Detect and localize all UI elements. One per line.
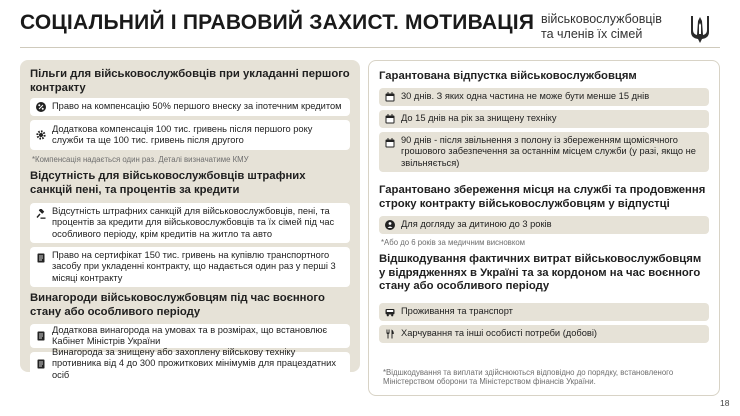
benefit-text: Додаткова компенсація 100 тис. гривень після першого року служби та ще 100 тис. гривень після другого [52,123,313,145]
section-title-no-penalties: Відсутність для військовослужбовців штрафних санкцій пені, та процентів за кредити [30,170,306,196]
document-icon [36,331,46,341]
subtitle-line-2: та членів їх сімей [541,27,643,41]
benefit-card-compensation [30,120,350,150]
leave-card-15-days [379,110,709,128]
trident-emblem-icon [688,14,712,44]
meal-icon [385,329,395,339]
section-title-first-contract-benefits: Пільги для військовослужбовців при укладанні першого контракту [30,68,350,94]
section-title-job-retention: Гарантовано збереження місця на службі та продовження строку контракту військовослужбовцям у відпустці [379,184,706,210]
leave-text: 30 днів. З яких одна частина не може бути менше 15 днів [401,91,650,102]
reward-card-additional [30,324,350,348]
page-title: СОЦІАЛЬНИЙ І ПРАВОВИЙ ЗАХИСТ. МОТИВАЦІЯ [20,11,535,34]
reimbursement-text: Харчування та інші особисті потреби (добові) [401,328,597,339]
gear-money-icon [36,130,46,140]
subtitle-line-1: військовослужбовців [541,12,662,26]
childcare-icon [385,220,395,230]
footnote-reimbursement: *Відшкодування та виплати здійснюються відповідно до порядку, встановленого Міністерством оборони та Міністерством фінансів України. [383,368,674,387]
penalty-text: Право на сертифікат 150 тис. гривень на купівлю транспортного засобу при укладенні контракту, що надається один раз у перші 3 місяці контракту [52,250,336,283]
retention-card-childcare [379,216,709,234]
section-title-guaranteed-leave: Гарантована відпустка військовослужбовцям [379,70,637,82]
reimbursement-card-lodging [379,303,709,321]
page-subtitle [541,12,662,42]
percent-icon [36,102,46,112]
reward-text: Винагорода за знищену або захоплену військову техніку противника від 4 до 300 прожиткових мінімумів для працездатних осіб [52,347,336,380]
reward-text: Додаткова винагорода на умовах та в розмірах, що встановлює Кабінет Міністрів України [52,324,328,346]
benefit-text: Право на компенсацію 50% першого внеску за іпотечним кредитом [52,101,342,112]
penalty-text: Відсутність штрафних санкцій для військовослужбовців, пені, та процентів за кредити для військовослужбовців та їх сімей під час особливого періоду, крім кредитів на житло та авто [52,206,335,239]
page-number: 18 [720,398,730,408]
footnote-medical: *Або до 6 років за медичним висновком [381,238,526,247]
leave-text: До 15 днів на рік за знищену техніку [401,113,557,124]
reimbursement-text: Проживання та транспорт [401,306,513,317]
reward-card-destroyed-equipment [30,347,350,380]
left-panel [20,60,360,380]
penalty-card-exemption [30,203,350,243]
right-panel [368,60,720,396]
retention-text: Для догляду за дитиною до 3 років [401,219,552,230]
reimbursement-card-meals [379,325,709,343]
leave-card-30-days [379,88,709,106]
title-divider [20,47,720,48]
section-title-rewards: Винагороди військовослужбовцям під час воєнного стану або особливого періоду [30,292,325,318]
section-title-reimbursement: Відшкодування фактичних витрат військовослужбовцям у відрядженнях в Україні та за кордоном на час воєнного стану або особливого періоду [379,253,702,292]
calendar-icon [385,138,395,148]
calendar-icon [385,92,395,102]
document-icon [36,359,46,369]
calendar-icon [385,114,395,124]
transport-icon [385,307,395,317]
benefit-card-mortgage [30,98,350,116]
penalty-card-vehicle-certificate [30,247,350,287]
gavel-icon [36,209,46,219]
leave-card-90-days [379,132,709,172]
leave-text: 90 днів - після звільнення з полону із збереженням щомісячного грошового забезпечення за останнім місцем служби (у разі, якщо не звільняється) [401,135,696,168]
document-icon [36,253,46,263]
footnote-compensation: *Компенсація надається один раз. Деталі визначатиме КМУ [32,155,249,164]
